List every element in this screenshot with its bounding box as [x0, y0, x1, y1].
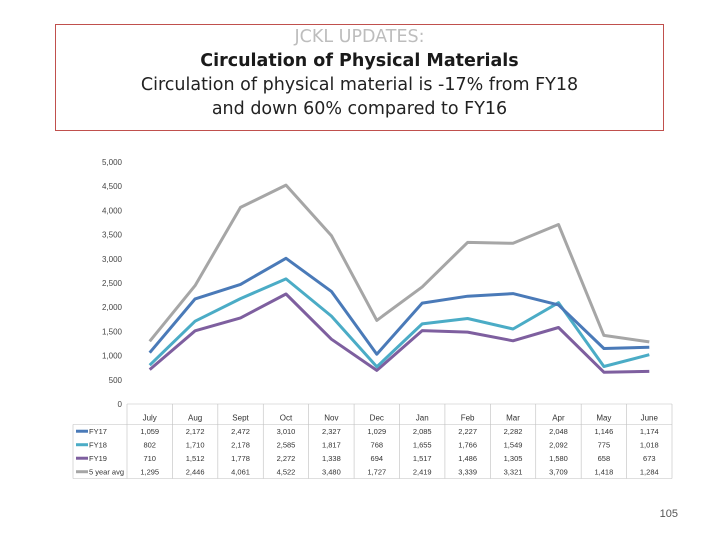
data-label: 1,655 — [412, 440, 432, 450]
legend-label: 5 year avg — [89, 467, 125, 477]
data-label: 1,174 — [639, 427, 659, 437]
x-tick-label: Jan — [415, 413, 429, 423]
x-tick-label: Mar — [506, 413, 520, 423]
x-tick-label: Nov — [324, 413, 339, 423]
data-label: 1,146 — [594, 427, 614, 437]
data-label: 2,092 — [549, 440, 568, 450]
legend-label: FY19 — [89, 454, 107, 464]
data-label: 673 — [643, 454, 656, 464]
y-tick-label: 5,000 — [101, 158, 122, 167]
y-tick-label: 3,500 — [101, 230, 122, 240]
subtitle-line-2: and down 60% compared to FY16 — [211, 99, 508, 119]
data-label: 2,446 — [185, 467, 205, 477]
data-label: 2,048 — [549, 427, 568, 437]
data-label: 1,284 — [639, 467, 659, 477]
pre-title: JCKL UPDATES: — [294, 27, 425, 47]
data-label: 2,472 — [231, 427, 250, 437]
x-tick-label: Oct — [279, 413, 293, 423]
x-tick-label: Feb — [460, 413, 475, 423]
data-label: 710 — [143, 454, 156, 464]
data-label: 775 — [597, 440, 611, 450]
data-label: 1,710 — [185, 440, 205, 450]
slide-title: Circulation of Physical Materials — [200, 51, 519, 71]
data-label: 3,321 — [503, 467, 523, 477]
data-label: 3,480 — [321, 467, 341, 477]
data-label: 1,295 — [140, 467, 160, 477]
y-tick-label: 0 — [117, 400, 122, 409]
data-label: 2,178 — [231, 440, 250, 450]
data-label: 2,282 — [503, 427, 523, 437]
data-label: 1,486 — [458, 454, 478, 464]
data-label: 2,585 — [276, 440, 296, 450]
data-label: 1,817 — [321, 440, 341, 450]
data-label: 2,327 — [321, 427, 341, 437]
data-label: 1,549 — [503, 440, 523, 450]
data-label: 1,018 — [639, 440, 659, 450]
x-tick-label: June — [640, 413, 658, 423]
data-label: 1,517 — [412, 454, 432, 464]
y-tick-label: 3,000 — [101, 254, 122, 264]
y-tick-label: 2,500 — [101, 279, 122, 288]
page-number: 105 — [659, 508, 678, 520]
data-label: 2,227 — [458, 427, 478, 437]
x-tick-label: Aug — [188, 413, 203, 423]
y-tick-label: 1,000 — [101, 351, 122, 361]
y-tick-label: 500 — [108, 375, 122, 385]
x-tick-label: Dec — [369, 413, 384, 423]
data-label: 2,272 — [276, 454, 296, 464]
y-tick-label: 1,500 — [101, 327, 122, 337]
y-tick-label: 2,000 — [101, 303, 122, 313]
data-label: 1,580 — [549, 454, 568, 464]
y-tick-label: 4,500 — [101, 182, 122, 192]
data-label: 3,339 — [458, 467, 478, 477]
data-label: 1,059 — [140, 427, 160, 437]
data-label: 1,418 — [594, 467, 614, 477]
data-label: 1,338 — [321, 454, 341, 464]
data-label: 1,029 — [367, 427, 387, 437]
data-label: 658 — [597, 454, 611, 464]
x-tick-label: July — [142, 413, 157, 423]
data-label: 694 — [370, 454, 384, 464]
data-label: 3,709 — [549, 467, 568, 477]
subtitle-line-1: Circulation of physical material is -17% from FY18 — [140, 75, 579, 95]
data-label: 1,305 — [503, 454, 523, 464]
data-label: 2,085 — [412, 427, 432, 437]
data-label: 4,061 — [231, 467, 250, 477]
x-tick-label: May — [596, 413, 612, 423]
data-label: 4,522 — [276, 467, 296, 477]
data-label: 2,419 — [412, 467, 432, 477]
data-label: 3,010 — [276, 427, 296, 437]
x-tick-label: Sept — [232, 413, 249, 423]
data-label: 802 — [143, 440, 156, 450]
legend-label: FY18 — [89, 440, 107, 450]
data-label: 1,766 — [458, 440, 478, 450]
x-tick-label: Apr — [552, 413, 565, 423]
data-label: 1,778 — [231, 454, 250, 464]
y-tick-label: 4,000 — [101, 206, 122, 216]
data-label: 1,727 — [367, 467, 387, 477]
legend-label: FY17 — [89, 427, 107, 437]
data-label: 1,512 — [185, 454, 205, 464]
data-label: 2,172 — [185, 427, 205, 437]
data-label: 768 — [370, 440, 384, 450]
